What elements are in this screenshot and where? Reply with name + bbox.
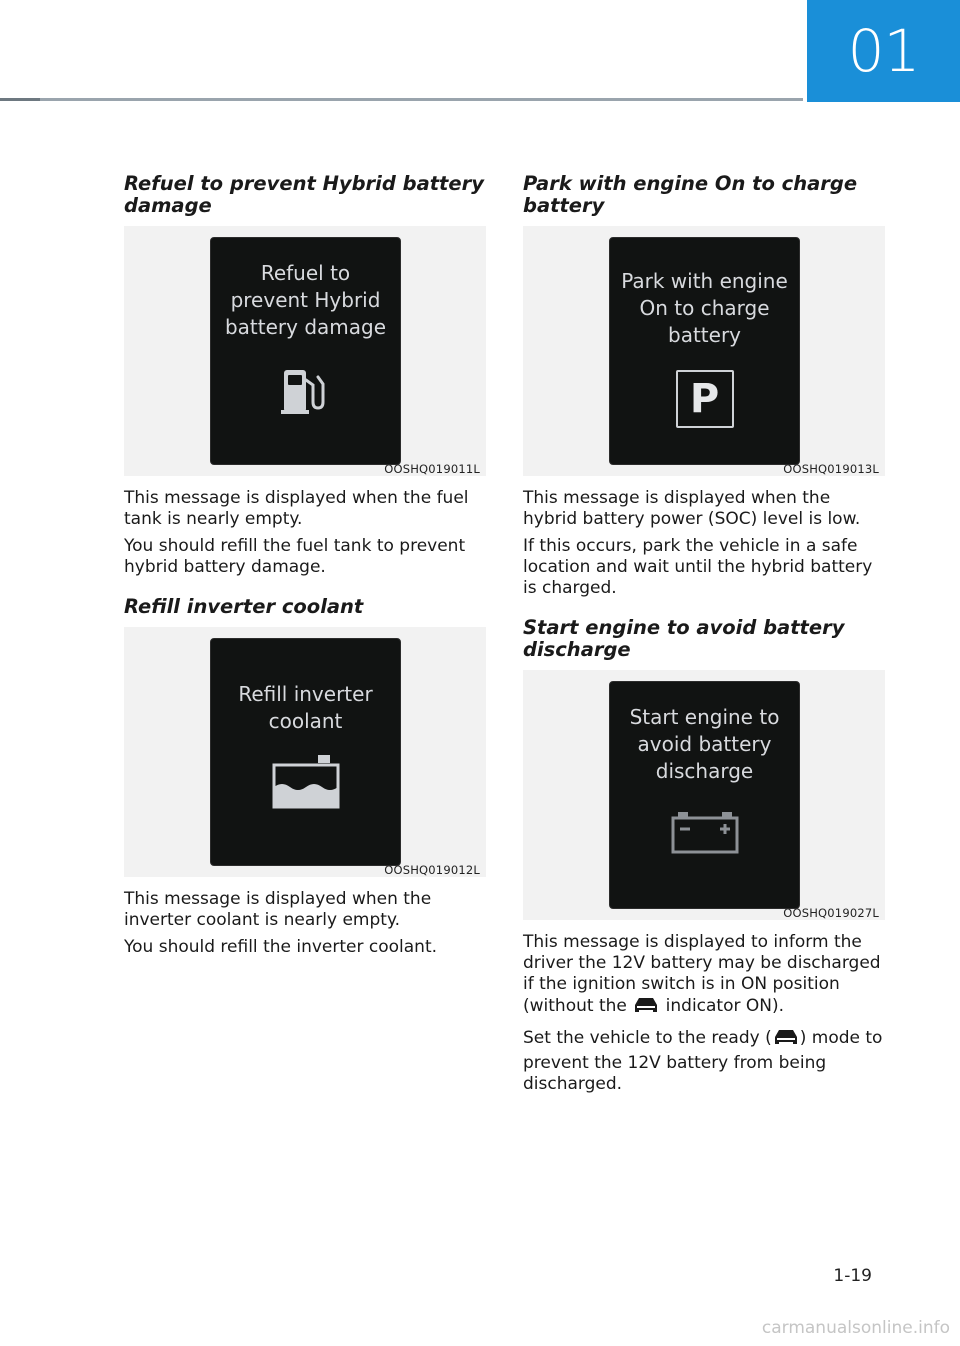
figure-refuel [124,226,486,476]
screen-message: Start engine to avoid battery discharge [629,705,780,783]
figure-code: OOSHQ019013L [783,462,879,476]
header-rule-accent [0,98,40,101]
cluster-screen [609,237,800,465]
page-number: 1-19 [833,1266,872,1286]
cluster-screen [609,681,800,909]
body-text: This message is displayed to inform the driver the 12V battery may be discharged if the ignition switch is in ON position (without the indicator ON). [523,932,885,1021]
figure-coolant [124,627,486,877]
screen-message: Refuel to prevent Hybrid battery damage [224,261,387,339]
figure-code: OOSHQ019027L [783,906,879,920]
body-text: You should refill the inverter coolant. [124,937,438,957]
body-text: This message is displayed when the inverter coolant is nearly empty. [124,889,432,930]
section-title-coolant: Refill inverter coolant [124,595,364,618]
body-text: Set the vehicle to the ready ( ) mode to prevent the 12V battery from being discharged. [523,1028,883,1094]
body-text: This message is displayed when the fuel tank is nearly empty. [124,488,469,529]
watermark: carmanualsonline.info [761,1318,950,1338]
section-title-refuel: Refuel to prevent Hybrid battery damage [124,172,484,217]
car-ready-indicator-icon [772,1027,800,1053]
cluster-screen [210,237,401,465]
car-ready-indicator-icon [632,995,660,1021]
cluster-screen [210,638,401,866]
park-p-icon: P [610,370,799,428]
figure-battery [523,670,885,920]
figure-code: OOSHQ019011L [384,462,480,476]
body-text: If this occurs, park the vehicle in a safe location and wait until the hybrid battery is charged. [523,536,873,598]
figure-park [523,226,885,476]
body-text: This message is displayed when the hybrid battery power (SOC) level is low. [523,488,861,529]
right-column [523,173,885,1095]
chapter-tab: 01 [807,0,960,102]
header-rule [0,98,803,101]
section-title-start-engine: Start engine to avoid battery discharge [523,616,845,661]
section-title-park: Park with engine On to charge battery [523,172,858,217]
battery-icon [610,810,799,860]
screen-message: Refill inverter coolant [238,682,373,733]
figure-code: OOSHQ019012L [384,863,480,877]
body-text: You should refill the fuel tank to prevent hybrid battery damage. [124,536,466,577]
screen-message: Park with engine On to charge battery [621,269,788,347]
coolant-reservoir-icon [211,753,400,813]
fuel-pump-icon [211,366,400,422]
left-column [124,173,486,958]
